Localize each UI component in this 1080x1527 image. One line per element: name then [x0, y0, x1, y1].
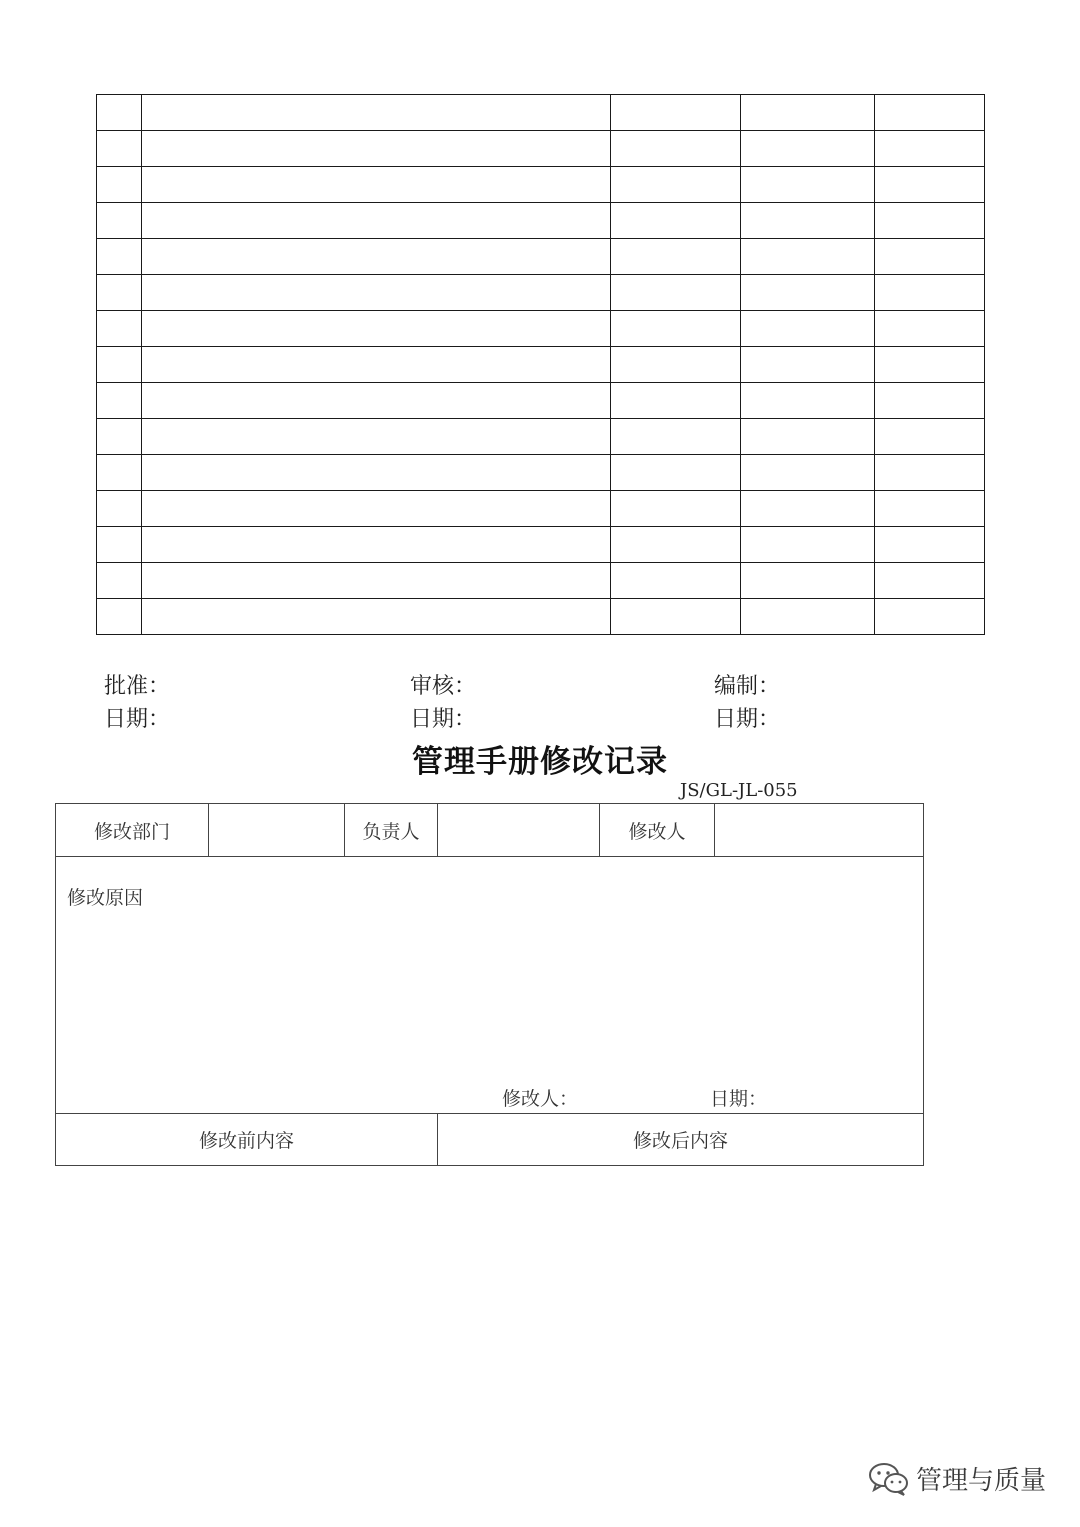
wechat-icon [868, 1461, 910, 1497]
blank-table-cell[interactable] [97, 491, 142, 527]
blank-table-cell[interactable] [97, 203, 142, 239]
before-content-label: 修改前内容 [56, 1114, 438, 1166]
blank-table-row [97, 203, 985, 239]
blank-table-cell[interactable] [142, 419, 611, 455]
blank-table-cell[interactable] [97, 527, 142, 563]
form-code: JS/GL-JL-055 [680, 780, 798, 801]
blank-table-cell[interactable] [97, 347, 142, 383]
approve-label: 批准： [104, 674, 171, 699]
blank-table-cell[interactable] [142, 95, 611, 131]
blank-table-row [97, 563, 985, 599]
blank-table-cell[interactable] [741, 239, 875, 275]
blank-table-cell[interactable] [142, 239, 611, 275]
blank-table-cell[interactable] [611, 275, 741, 311]
blank-table-cell[interactable] [611, 239, 741, 275]
blank-table-cell[interactable] [611, 419, 741, 455]
blank-table-cell[interactable] [97, 95, 142, 131]
revision-record-form [55, 803, 924, 1166]
blank-table-cell[interactable] [142, 203, 611, 239]
blank-table-cell[interactable] [741, 131, 875, 167]
blank-table-cell[interactable] [741, 203, 875, 239]
content-header-row [56, 1114, 924, 1166]
blank-table-row [97, 131, 985, 167]
blank-table-row [97, 167, 985, 203]
prepare-label: 编制： [714, 674, 781, 699]
blank-table-cell[interactable] [741, 167, 875, 203]
watermark-text: 管理与质量 [915, 1466, 1046, 1496]
blank-table-cell[interactable] [97, 167, 142, 203]
blank-table-cell[interactable] [875, 563, 985, 599]
prepare-date-label: 日期： [714, 707, 781, 732]
reason-label: 修改原因 [67, 887, 144, 909]
dept-value-cell[interactable] [209, 804, 345, 857]
owner-value-cell[interactable] [438, 804, 600, 857]
blank-table-row [97, 347, 985, 383]
watermark [868, 1460, 1046, 1497]
blank-table-cell[interactable] [875, 455, 985, 491]
blank-table-cell[interactable] [611, 167, 741, 203]
blank-table-cell[interactable] [142, 131, 611, 167]
blank-table-cell[interactable] [142, 347, 611, 383]
modifier-label: 修改人 [600, 804, 715, 857]
blank-table-cell[interactable] [875, 239, 985, 275]
blank-table-cell[interactable] [741, 95, 875, 131]
blank-table-cell[interactable] [741, 311, 875, 347]
blank-table-cell[interactable] [611, 311, 741, 347]
blank-table-row [97, 383, 985, 419]
blank-record-table [96, 94, 985, 635]
blank-table-cell[interactable] [142, 455, 611, 491]
blank-table-cell[interactable] [97, 275, 142, 311]
blank-table-cell[interactable] [142, 491, 611, 527]
blank-table-cell[interactable] [142, 383, 611, 419]
blank-table-cell[interactable] [611, 203, 741, 239]
blank-table-cell[interactable] [611, 383, 741, 419]
review-date-label: 日期： [410, 707, 477, 732]
blank-table-cell[interactable] [741, 275, 875, 311]
blank-table-cell[interactable] [875, 491, 985, 527]
blank-table-cell[interactable] [611, 563, 741, 599]
blank-table-cell[interactable] [741, 563, 875, 599]
blank-table-row [97, 527, 985, 563]
blank-table-row [97, 95, 985, 131]
blank-table-row [97, 455, 985, 491]
blank-table-cell[interactable] [142, 563, 611, 599]
blank-table-cell[interactable] [875, 275, 985, 311]
blank-table-cell[interactable] [741, 419, 875, 455]
blank-table-cell[interactable] [875, 527, 985, 563]
blank-table-cell[interactable] [142, 527, 611, 563]
blank-table-cell[interactable] [97, 419, 142, 455]
signoff-row-names [104, 672, 984, 702]
approve-date-label: 日期： [104, 707, 171, 732]
form-title: 管理手册修改记录 [412, 744, 668, 780]
blank-table-cell[interactable] [142, 599, 611, 635]
blank-table-row [97, 239, 985, 275]
blank-table-cell[interactable] [97, 131, 142, 167]
blank-table-cell[interactable] [875, 347, 985, 383]
blank-table-cell[interactable] [741, 599, 875, 635]
reason-cell[interactable] [56, 857, 924, 1114]
signoff-row-dates [104, 705, 984, 735]
blank-table-cell[interactable] [875, 419, 985, 455]
modifier-value-cell[interactable] [715, 804, 924, 857]
blank-table-cell[interactable] [142, 167, 611, 203]
blank-table-cell[interactable] [741, 527, 875, 563]
blank-table-cell[interactable] [875, 383, 985, 419]
reason-date-label: 日期： [710, 1088, 768, 1110]
form-header-row [56, 804, 924, 857]
blank-table-cell[interactable] [97, 383, 142, 419]
blank-table-cell[interactable] [875, 131, 985, 167]
blank-table-cell[interactable] [97, 311, 142, 347]
blank-table-cell[interactable] [741, 455, 875, 491]
blank-table-cell[interactable] [611, 131, 741, 167]
dept-label: 修改部门 [56, 804, 209, 857]
blank-table-cell[interactable] [97, 455, 142, 491]
blank-table-row [97, 311, 985, 347]
blank-table-cell[interactable] [611, 347, 741, 383]
after-content-label: 修改后内容 [438, 1114, 924, 1166]
blank-table-cell[interactable] [611, 455, 741, 491]
blank-table-row [97, 275, 985, 311]
blank-table-cell[interactable] [611, 599, 741, 635]
blank-table-cell[interactable] [611, 491, 741, 527]
blank-table-cell[interactable] [142, 275, 611, 311]
blank-table-cell[interactable] [142, 311, 611, 347]
blank-table-cell[interactable] [875, 599, 985, 635]
blank-table-cell[interactable] [741, 383, 875, 419]
review-label: 审核： [410, 674, 477, 699]
owner-label: 负责人 [345, 804, 438, 857]
blank-table-cell[interactable] [741, 491, 875, 527]
blank-table-cell[interactable] [611, 95, 741, 131]
blank-table-cell[interactable] [97, 239, 142, 275]
blank-table-cell[interactable] [875, 167, 985, 203]
reason-row [56, 857, 924, 1114]
blank-table-row [97, 599, 985, 635]
blank-table-cell[interactable] [875, 311, 985, 347]
blank-table-cell[interactable] [97, 599, 142, 635]
blank-table-cell[interactable] [741, 347, 875, 383]
reason-modifier-label: 修改人： [502, 1088, 579, 1110]
blank-table-cell[interactable] [97, 563, 142, 599]
blank-table-cell[interactable] [875, 203, 985, 239]
blank-table-row [97, 419, 985, 455]
blank-table-row [97, 491, 985, 527]
blank-table-cell[interactable] [875, 95, 985, 131]
blank-table-cell[interactable] [611, 527, 741, 563]
